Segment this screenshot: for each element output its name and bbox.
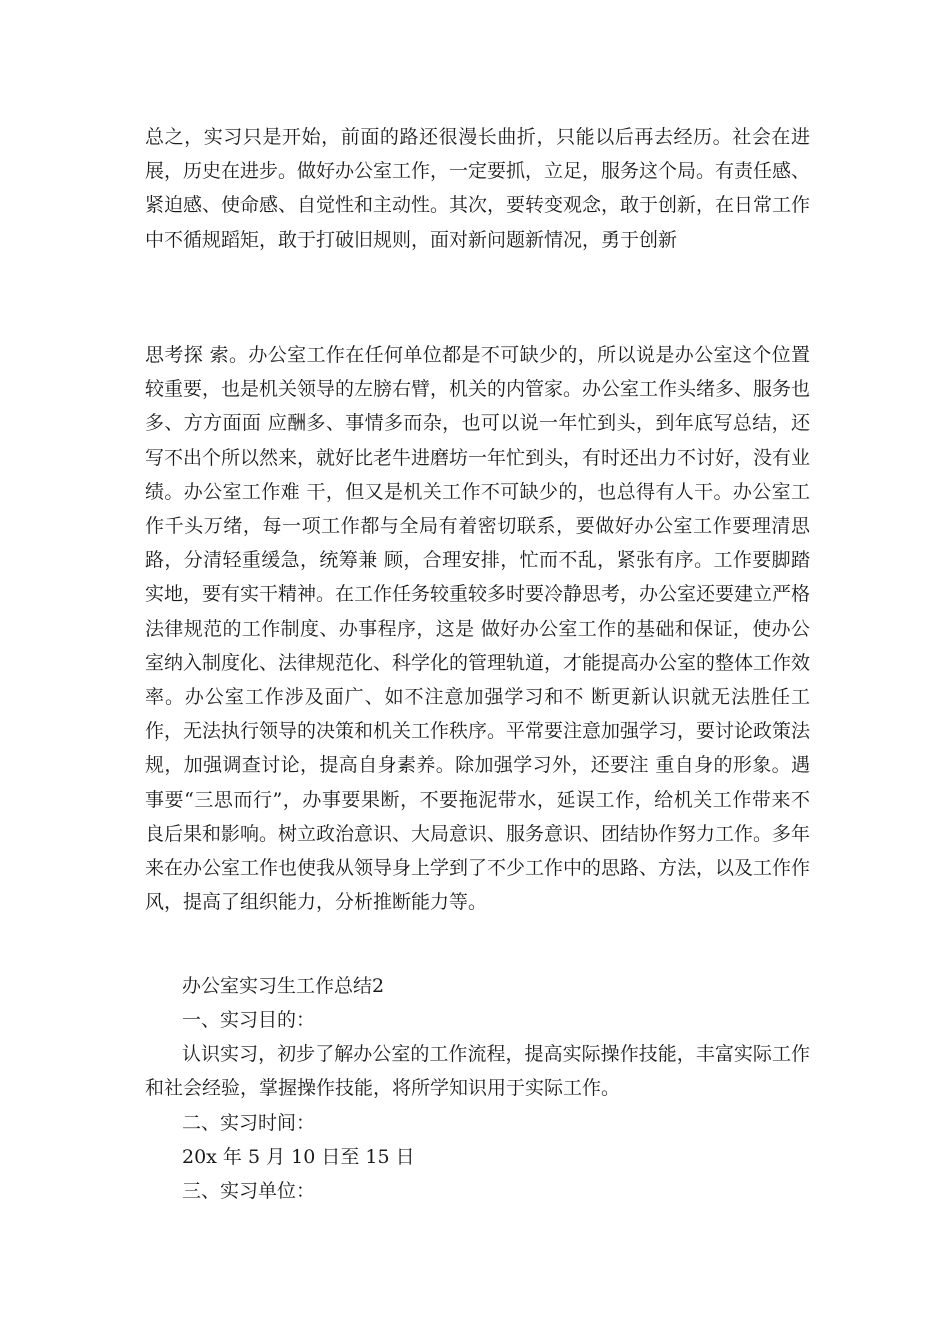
internship-time-value: 20x 年 5 月 10 日至 15 日: [182, 1146, 415, 1168]
paragraph-office-work: 思考探 索。办公室工作在任何单位都是不可缺少的，所以说是办公室这个位置较重要，也是机关领导的左膀右臂，机关的内管家。办公室工作头绪多、服务也多、方方面面 应酬多、事情多而杂，也可以说一年忙到头，到年底写总结，还写不出个所以然来，就好比老牛进磨坊一年忙到头，有时还出力不讨好，没有业绩。办公室工作难 干，但又是机关工作不可缺少的，也总得有人干。办公室工作千头万绪，每一项工作都与全局有着密切联系，要做好办公室工作要理清思路，分清轻重缓急，统筹兼 顾，合理安排，忙而不乱，紧张有序。工作要脚踏实地，要有实干精神。在工作任务较重较多时要冷静思考，办公室还要建立严格法律规范的工作制度、办事程序，这是 做好办公室工作的基础和保证，使办公室纳入制度化、法律规范化、科学化的管理轨道，才能提高办公室的整体工作效率。办公室工作涉及面广、如不注意加强学习和不 断更新认识就无法胜任工作，无法执行领导的决策和机关工作秩序。平常要注意加强学习，要讨论政策法规，加强调查讨论，提高自身素养。除加强学习外，还要注 重自身的形象。遇事要“三思而行”，办事要果断，不要拖泥带水，延误工作，给机关工作带来不良后果和影响。树立政治意识、大局意识、服务意识、团结协作努力工作。多年来在办公室工作也使我从领导身上学到了不少工作中的思路、方法，以及工作作风，提高了组织能力，分析推断能力等。: [145, 344, 811, 914]
section-title: 办公室实习生工作总结2: [182, 975, 385, 997]
heading-internship-unit: 三、实习单位：: [182, 1180, 316, 1202]
heading-internship-purpose: 一、实习目的：: [182, 1009, 316, 1031]
paragraph-summary: 总之，实习只是开始，前面的路还很漫长曲折，只能以后再去经历。社会在进展，历史在进步。做好办公室工作，一定要抓，立足，服务这个局。有责任感、紧迫感、使命感、自觉性和主动性。其次，要转变观念，敢于创新，在日常工作中不循规蹈矩，敢于打破旧规则，面对新问题新情况，勇于创新: [145, 126, 811, 251]
heading-internship-time: 二、实习时间：: [182, 1112, 316, 1134]
paragraph-internship-purpose: 认识实习，初步了解办公室的工作流程，提高实际操作技能，丰富实际工作和社会经验，掌握操作技能，将所学知识用于实际工作。: [145, 1043, 810, 1099]
